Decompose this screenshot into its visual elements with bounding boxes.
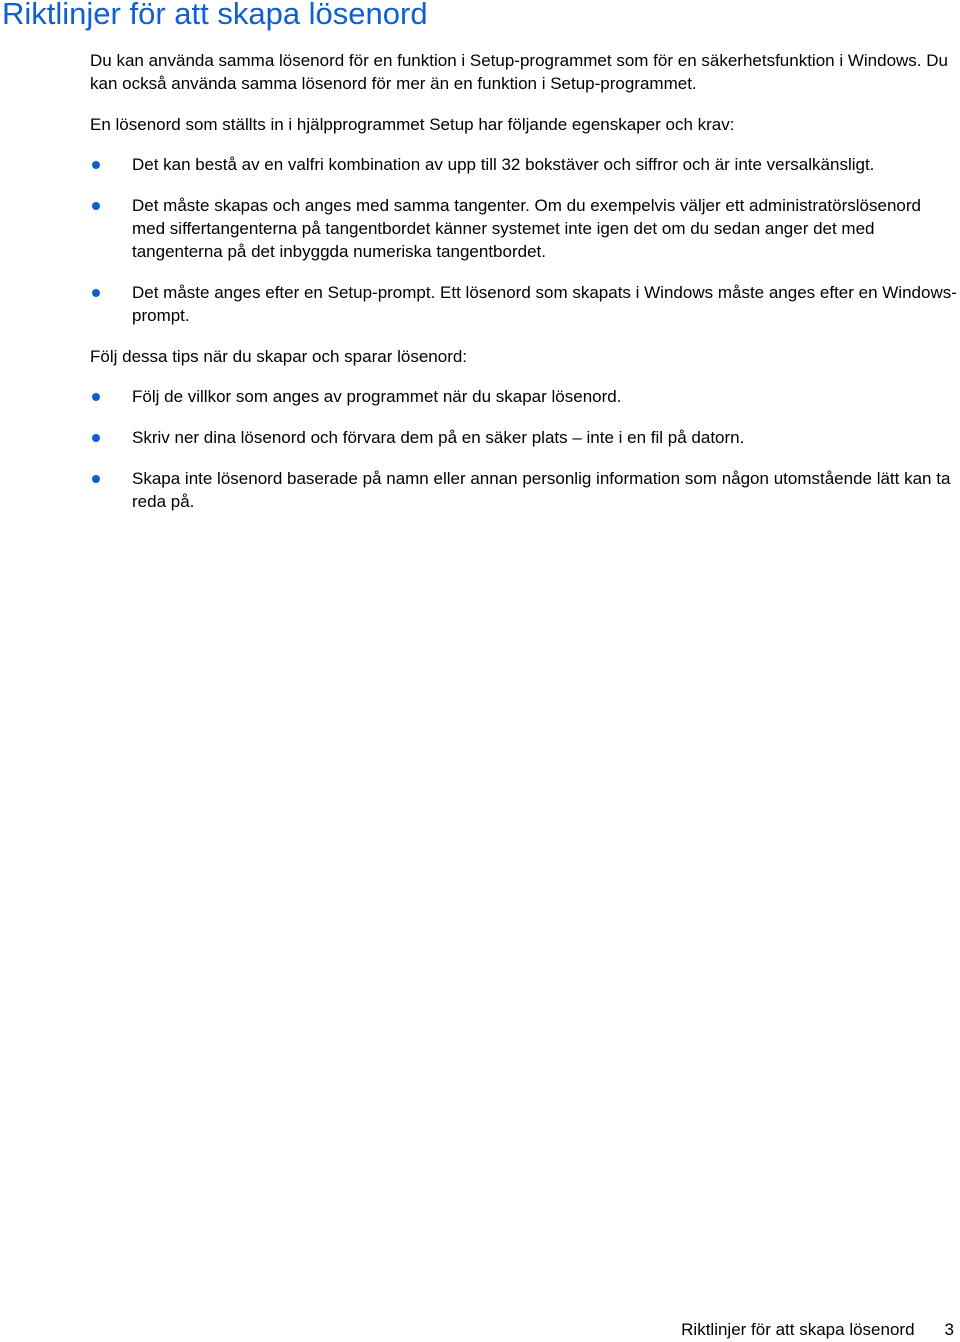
list-item (90, 281, 958, 327)
list-item (90, 426, 958, 449)
bullet-icon (92, 393, 100, 401)
bullet-icon (92, 289, 100, 297)
tips-lead: Följ dessa tips när du skapar och sparar lösenord: (90, 347, 468, 366)
list-item-text: Skapa inte lösenord baserade på namn eller annan personlig information som någon utomstående lätt kan ta reda på. (132, 469, 951, 511)
list-item-text: Skriv ner dina lösenord och förvara dem på en säker plats – inte i en fil på datorn. (132, 428, 745, 447)
page-title: Riktlinjer för att skapa lösenord (2, 0, 428, 31)
page-footer (681, 1318, 954, 1341)
list-item-text: Följ de villkor som anges av programmet när du skapar lösenord. (132, 387, 622, 406)
bullet-icon (92, 202, 100, 210)
bullet-icon (92, 434, 100, 442)
requirements-list (90, 153, 958, 327)
intro-paragraph: Du kan använda samma lösenord för en funktion i Setup-programmet som för en säkerhetsfunktion i Windows. Du kan också använda samma lösenord för mer än en funktion i Setup-programmet. (90, 51, 948, 93)
document-body (90, 49, 958, 531)
bullet-icon (92, 161, 100, 169)
list-item-text: Det måste anges efter en Setup-prompt. Ett lösenord som skapats i Windows måste anges efter en Windows-prompt. (132, 283, 957, 325)
list-item-text: Det kan bestå av en valfri kombination av upp till 32 bokstäver och siffror och är inte versalkänsligt. (132, 155, 875, 174)
page-number: 3 (944, 1320, 954, 1339)
list-item (90, 153, 958, 176)
list-item (90, 194, 958, 263)
footer-running-title: Riktlinjer för att skapa lösenord (681, 1320, 915, 1339)
bullet-icon (92, 475, 100, 483)
list-item (90, 385, 958, 408)
tips-list (90, 385, 958, 513)
list-item-text: Det måste skapas och anges med samma tangenter. Om du exempelvis väljer ett administratörslösenord med siffertangenterna på tangentbordet känner systemet inte igen det om du sedan anger det med tangenterna på det inbyggda numeriska tangentbordet. (132, 196, 921, 261)
list-item (90, 467, 958, 513)
requirements-lead: En lösenord som ställts in i hjälpprogrammet Setup har följande egenskaper och krav: (90, 115, 735, 134)
